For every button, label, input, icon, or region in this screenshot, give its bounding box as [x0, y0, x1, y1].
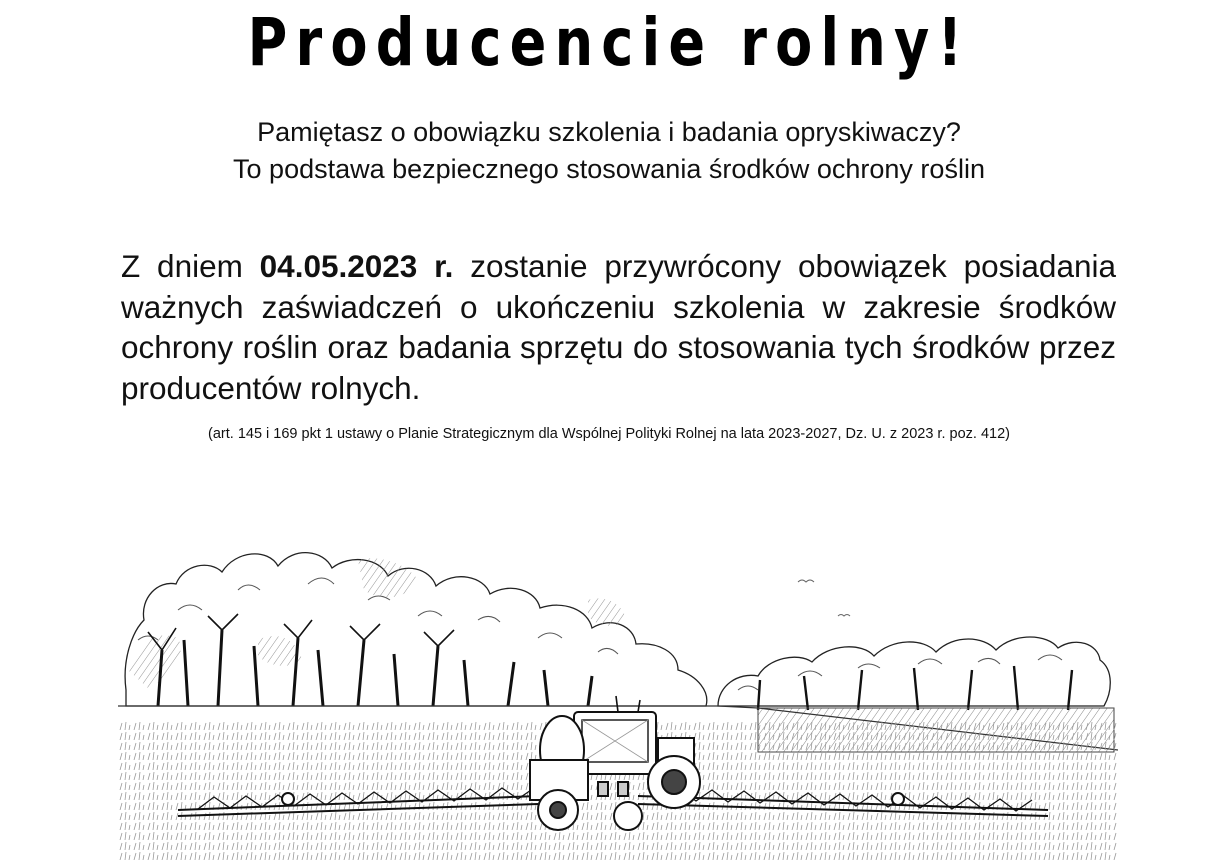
bird-marks — [798, 580, 850, 616]
notice-prefix: Z dniem — [121, 248, 260, 284]
page-title: Producencie rolny! — [247, 4, 971, 81]
legal-citation: (art. 145 i 169 pkt 1 ustawy o Planie Strategicznym dla Wspólnej Polityki Rolnej na lata 2023-2027, Dz. U. z 2023 r. poz. 412) — [208, 426, 1010, 442]
notice-rest: zostanie przywrócony obowiązek posiadania ważnych zaświadczeń o ukończeniu szkolenia w zakresie środków ochrony roślin oraz badania sprzętu do stosowania tych środków przez producentów rolnych. — [121, 248, 1116, 406]
tractor-sprayer-field-sketch-icon — [118, 520, 1118, 862]
subtitle-line-2: To podstawa bezpiecznego stosowania środków ochrony roślin — [233, 154, 985, 184]
notice-date: 04.05.2023 r. — [259, 248, 454, 284]
subtitle — [0, 114, 1218, 188]
subtitle-line-1: Pamiętasz o obowiązku szkolenia i badania opryskiwaczy? — [257, 117, 961, 147]
notice-paragraph — [121, 246, 1116, 408]
tree-line-left — [125, 553, 707, 706]
illustration-svg — [118, 520, 1118, 862]
